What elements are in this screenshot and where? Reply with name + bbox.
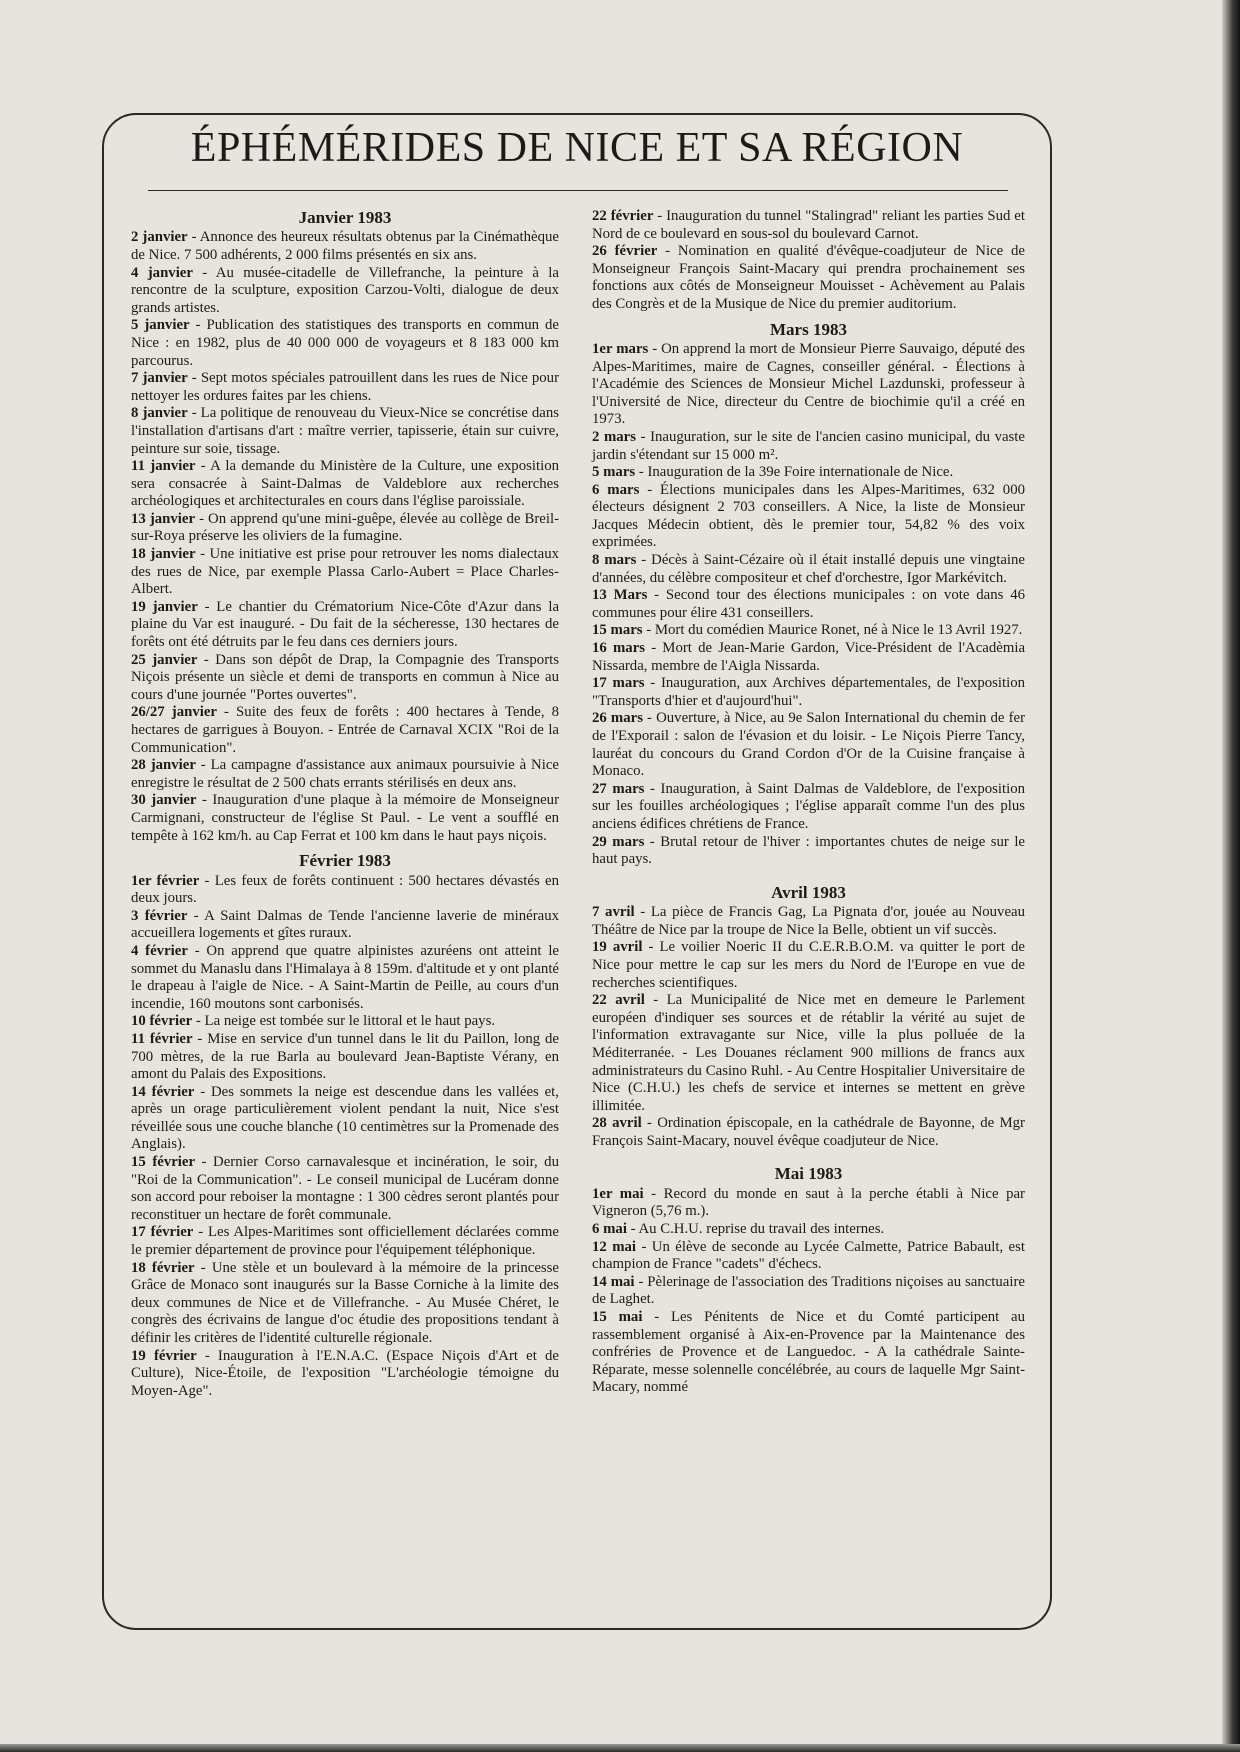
chronology-entry — [592, 1309, 1025, 1397]
chronology-entry — [592, 622, 1025, 640]
entry-text: - Inauguration, à Saint Dalmas de Valdeblore, de l'exposition sur les fouilles archéologiques ; l'église apparaît comme l'un des plus anciens édifices chrétiens de France. — [592, 780, 1026, 832]
entry-text: - Des sommets la neige est descendue dans les vallées et, après un orage particulièrement violent pendant la nuit, Nice s'est réveillée sous une couche blanche (10 centimètres sur la Promenade des Anglais). — [131, 1083, 559, 1153]
chronology-entry — [592, 939, 1025, 992]
entry-date: 8 mars — [592, 552, 637, 569]
chronology-entry — [592, 904, 1025, 939]
entry-date: 4 février — [131, 942, 188, 959]
entry-date: 1er mai — [592, 1185, 644, 1202]
chronology-entry — [592, 208, 1025, 243]
entry-date: 13 janvier — [131, 510, 196, 527]
entry-text: - Mort de Jean-Marie Gardon, Vice-Président de l'Acadèmia Nissarda, membre de l'Aigla Nissarda. — [592, 640, 1026, 674]
entry-text: - Mise en service d'un tunnel dans le lit du Paillon, long de 700 mètres, de la rue Barla au boulevard Jean-Baptiste Vérany, en amont du Palais des Expositions. — [131, 1030, 559, 1083]
chronology-entry — [592, 1274, 1025, 1309]
chronology-entry — [592, 675, 1025, 710]
chronology-entry — [131, 405, 559, 458]
chronology-entry — [131, 599, 559, 652]
entry-date: 7 janvier — [131, 370, 188, 387]
entry-text: - Au musée-citadelle de Villefranche, la peinture à la rencontre de la sculpture, exposition Carzou-Volti, dialogue de deux grands artistes. — [131, 264, 559, 316]
entry-date: 28 avril — [592, 1115, 642, 1132]
entry-date: 3 février — [131, 907, 188, 924]
entry-date: 16 mars — [592, 640, 646, 657]
chronology-entry — [131, 458, 559, 511]
entry-text: - Les Pénitents de Nice et du Comté participent au rassemblement organisé à Aix-en-Provence par la Maintenance des confréries de Provence et de Languedoc. - A la cathédrale Sainte-Réparate, messe solennelle concélébrée, au cours de laquelle Mgr Saint-Macary, nommé — [592, 1309, 1025, 1396]
entry-date: 2 mars — [592, 428, 637, 445]
chronology-entry — [592, 710, 1025, 780]
entry-text: - On apprend que quatre alpinistes azuréens ont atteint le sommet du Manaslu dans l'Himalaya à 8 159m. d'altitude et y ont planté le drapeau à l'aigle de Nice. - A Saint-Martin de Peille, au cours d'un incendie, 160 moutons sont carbonisés. — [131, 942, 559, 1012]
entry-date: 15 mai — [592, 1309, 643, 1326]
entry-date: 14 mai — [592, 1273, 635, 1290]
entry-date: 25 janvier — [131, 651, 198, 668]
chronology-entry — [131, 511, 559, 546]
entry-date: 15 mars — [592, 622, 643, 639]
entry-text: - Dernier Corso carnavalesque et incinération, le soir, du "Roi de la Communication". - Le conseil municipal de Lucéram donne son accord pour reboiser la montagne : 1 300 cèdres seront plantés pour reconstituer un hectare de forêt communale. — [131, 1154, 559, 1223]
entry-text: - Sept motos spéciales patrouillent dans les rues de Nice pour nettoyer les ordures faites par les chiens. — [131, 370, 559, 404]
chronology-entry — [131, 943, 559, 1013]
chronology-entry — [592, 1221, 1025, 1239]
entry-text: - Annonce des heureux résultats obtenus par la Cinémathèque de Nice. 7 500 adhérents, 2 000 films présentés en six ans. — [131, 229, 559, 263]
entry-text: - Les Alpes-Maritimes sont officiellement déclarées comme le premier département de province pour l'équipement téléphonique. — [131, 1224, 559, 1259]
entry-text: - Suite des feux de forêts : 400 hectares à Tende, 8 hectares de garrigues à Bouyon. - Entrée de Carnaval XCIX "Roi de la Communication". — [131, 704, 559, 756]
chronology-entry — [592, 243, 1025, 313]
entry-text: - La Municipalité de Nice met en demeure le Parlement européen d'indiquer ses sources et de rétablir la vérité au sujet de l'information extravagante sur Nice, ville la plus polluée de la Méditerranée. - Les Douanes réclament 900 millions de francs aux administrateurs du Casino Ruhl. - Au Centre Hospitalier Universitaire de Nice (C.H.U.) les chefs de service et internes se mettent en grève illimitée. — [592, 992, 1025, 1114]
entry-date: 17 février — [131, 1224, 194, 1241]
entry-date: 19 janvier — [131, 598, 198, 615]
entry-date: 27 mars — [592, 780, 645, 797]
chronology-entry — [592, 341, 1025, 429]
entry-text: - A la demande du Ministère de la Culture, une exposition sera consacrée à Saint-Dalmas de Valdeblore aux recherches archéologiques et architecturales en cours dans l'église paroissiale. — [131, 458, 559, 510]
entry-text: - Le voilier Noeric II du C.E.R.B.O.M. va quitter le port de Nice pour mettre le cap sur les mers du Nord de l'Europe en vue de recherches scientifiques. — [592, 939, 1025, 991]
chronology-entry — [592, 429, 1025, 464]
chronology-entry — [592, 482, 1025, 552]
entry-date: 26 mars — [592, 710, 643, 727]
entry-date: 17 mars — [592, 675, 645, 692]
entry-date: 19 février — [131, 1347, 197, 1364]
right-column — [592, 208, 1025, 1397]
entry-date: 26 février — [592, 243, 658, 260]
entry-date: 14 février — [131, 1083, 195, 1100]
entry-date: 22 février — [592, 208, 654, 224]
chronology-entry — [592, 640, 1025, 675]
entry-date: 18 février — [131, 1259, 195, 1276]
entry-text: - On apprend qu'une mini-guêpe, élevée au collège de Breil-sur-Roya préserve les oliviers de la fumagine. — [131, 510, 559, 545]
chronology-entry — [131, 370, 559, 405]
entry-text: - Élections municipales dans les Alpes-Maritimes, 632 000 électeurs désignent 2 703 conseillers. A Nice, la liste de Monsieur Jacques Médecin obtient, dès le premier tour, 54,82 % des voix exprimées. — [592, 481, 1026, 551]
chronology-entry — [592, 781, 1025, 834]
entry-text: - Inauguration à l'E.N.A.C. (Espace Niçois d'Art et de Culture), Nice-Étoile, de l'exposition "L'archéologie témoigne du Moyen-Age". — [131, 1347, 559, 1399]
entry-date: 6 mars — [592, 481, 640, 498]
entry-text: - La politique de renouveau du Vieux-Nice se concrétise dans l'installation d'artisans d'art : maître verrier, tapisserie, étain sur cuivre, peinture sur soie, tissage. — [131, 405, 559, 457]
entry-text: - Mort du comédien Maurice Ronet, né à Nice le 13 Avril 1927. — [642, 622, 1023, 639]
entry-text: - Le chantier du Crématorium Nice-Côte d'Azur dans la plaine du Var est inauguré. - Du fait de la sécheresse, 130 hectares de forêts ont été détruits par le feu dans ces derniers jours. — [131, 598, 560, 651]
chronology-entry — [592, 834, 1025, 869]
chronology-entry — [131, 908, 559, 943]
entry-date: 8 janvier — [131, 405, 188, 422]
chronology-entry — [131, 1260, 559, 1348]
entry-date: 4 janvier — [131, 264, 193, 281]
entry-text: - Pèlerinage de l'association des Traditions niçoises au sanctuaire de Laghet. — [592, 1273, 1025, 1308]
entry-text: - Inauguration d'une plaque à la mémoire de Monseigneur Carmignani, constructeur de l'église St Paul. - Le vent a soufflé en tempête à 162 km/h. au Cap Ferrat et 100 km dans le haut pays niçois. — [131, 792, 559, 844]
entry-date: 1er mars — [592, 340, 649, 357]
entry-date: 10 février — [131, 1013, 193, 1030]
month-heading: Mars 1983 — [770, 319, 847, 339]
page-title: ÉPHÉMÉRIDES DE NICE ET SA RÉGION — [190, 125, 964, 171]
chronology-entry — [131, 1031, 559, 1084]
entry-text: - La campagne d'assistance aux animaux poursuivie à Nice enregistre le résultat de 2 500 chats errants stérilisés en deux ans. — [131, 757, 559, 791]
entry-date: 22 avril — [592, 992, 645, 1009]
entry-date: 5 mars — [592, 464, 636, 481]
entry-date: 18 janvier — [131, 546, 196, 563]
entry-text: - La pièce de Francis Gag, La Pignata d'or, jouée au Nouveau Théâtre de Nice par la troupe de Nice la Belle, obtient un vif succès. — [592, 904, 1025, 938]
chronology-entry — [131, 1224, 559, 1259]
chronology-entry — [131, 1013, 559, 1031]
entry-text: - Un élève de seconde au Lycée Calmette, Patrice Babault, est champion de France "cadets" d'échecs. — [592, 1238, 1025, 1273]
chronology-entry — [131, 704, 559, 757]
month-heading: Avril 1983 — [771, 882, 846, 902]
chronology-entry — [592, 587, 1025, 622]
chronology-entry — [131, 317, 559, 370]
chronology-entry — [592, 552, 1025, 587]
month-heading: Janvier 1983 — [298, 208, 392, 227]
entry-text: - Record du monde en saut à la perche établi à Nice par Vigneron (5,76 m.). — [592, 1185, 1025, 1220]
entry-date: 15 février — [131, 1154, 196, 1171]
entry-text: - A Saint Dalmas de Tende l'ancienne laverie de minéraux accueillera logements et gîtes ruraux. — [131, 907, 559, 942]
chronology-entry — [131, 1084, 559, 1154]
left-column — [131, 208, 559, 1400]
entry-date: 11 février — [131, 1030, 193, 1047]
chronology-entry — [131, 1348, 559, 1401]
entry-text: - Inauguration, sur le site de l'ancien casino municipal, du vaste jardin s'étendant sur 15 000 m². — [592, 428, 1025, 463]
entry-text: - Second tour des élections municipales : on vote dans 46 communes pour élire 431 conseillers. — [592, 587, 1025, 621]
entry-text: - Au C.H.U. reprise du travail des internes. — [626, 1221, 885, 1238]
chronology-entry — [131, 757, 559, 792]
entry-text: - On apprend la mort de Monsieur Pierre Sauvaigo, député des Alpes-Maritimes, maire de Cagnes, conseiller général. - Élections à l'Académie des Sciences de Monsieur Michel Lazdunski, professeur à l'Université de Nice, directeur du Centre de biochimie qu'il a créé en 1973. — [592, 340, 1025, 428]
entry-date: 5 janvier — [131, 317, 190, 334]
entry-text: - Décès à Saint-Cézaire où il était installé depuis une vingtaine d'années, du célèbre compositeur et chef d'orchestre, Igor Markévitch. — [592, 552, 1025, 586]
entry-text: - Les feux de forêts continuent : 500 hectares dévastés en deux jours. — [131, 872, 559, 907]
binding-shadow — [1222, 0, 1240, 1752]
chronology-entry — [592, 1115, 1025, 1150]
chronology-entry — [131, 229, 559, 264]
entry-text: - Une initiative est prise pour retrouver les noms dialectaux des rues de Nice, par exemple Plassa Carlo-Aubert = Place Charles-Albert. — [131, 546, 559, 598]
entry-date: 6 mai — [592, 1221, 627, 1238]
entry-text: - Ordination épiscopale, en la cathédrale de Bayonne, de Mgr François Saint-Macary, nouvel évêque coadjuteur de Nice. — [592, 1115, 1025, 1149]
bottom-shadow — [0, 1744, 1240, 1752]
entry-date: 13 Mars — [592, 587, 648, 604]
chronology-entry — [131, 265, 559, 318]
chronology-entry — [592, 1186, 1025, 1221]
chronology-entry — [131, 792, 559, 845]
entry-text: - Inauguration de la 39e Foire internationale de Nice. — [635, 464, 954, 481]
entry-date: 28 janvier — [131, 757, 196, 774]
chronology-entry — [131, 546, 559, 599]
entry-date: 19 avril — [592, 939, 643, 956]
entry-text: - Brutal retour de l'hiver : importantes chutes de neige sur le haut pays. — [592, 833, 1025, 868]
entry-text: - Ouverture, à Nice, au 9e Salon International du chemin de fer de l'Exporail : salon de l'évasion et du loisir. - Le Niçois Pierre Tancy, lauréat du concours du Grand Cordon d'Or de la Cuisine française à Monaco. — [592, 710, 1025, 780]
entry-date: 7 avril — [592, 904, 635, 921]
entry-text: - Dans son dépôt de Drap, la Compagnie des Transports Niçois présente un siècle et demi de transports en commun à Nice au cours d'une journée "Portes ouvertes". — [131, 651, 560, 703]
entry-date: 29 mars — [592, 833, 645, 850]
month-heading: Février 1983 — [299, 851, 391, 871]
chronology-entry — [131, 652, 559, 705]
chronology-entry — [131, 1154, 559, 1224]
chronology-entry — [592, 464, 1025, 482]
entry-date: 12 mai — [592, 1238, 637, 1255]
entry-text: - La neige est tombée sur le littoral et le haut pays. — [192, 1013, 496, 1030]
entry-text: - Publication des statistiques des transports en commun de Nice : en 1982, plus de 40 000 000 de voyageurs et 8 183 000 km parcourus. — [131, 317, 559, 369]
title-divider — [148, 190, 1008, 191]
entry-text: - Une stèle et un boulevard à la mémoire de la princesse Grâce de Monaco sont inaugurés sur la Basse Corniche à la limite des deux communes de Nice et de Villefranche. - Au Musée Chéret, le congrès des écrivains de langue d'oc étudie des propositions tendant à définir les critères de l'identité culturelle régionale. — [131, 1259, 559, 1346]
chronology-entry — [131, 873, 559, 908]
chronology-entry — [592, 1239, 1025, 1274]
entry-text: - Inauguration, aux Archives départementales, de l'exposition "Transports d'hier et d'aujourd'hui". — [592, 675, 1026, 709]
month-heading: Mai 1983 — [774, 1164, 843, 1184]
entry-date: 1er février — [131, 872, 200, 889]
entry-date: 2 janvier — [131, 229, 188, 246]
entry-text: - Inauguration du tunnel "Stalingrad" reliant les parties Sud et Nord de ce boulevard en sous-sol du boulevard Carnot. — [592, 208, 1025, 242]
chronology-entry — [592, 992, 1025, 1115]
entry-text: - Nomination en qualité d'évêque-coadjuteur de Nice de Monseigneur François Saint-Macary qui prendra prochainement ses fonctions aux côtés de Monseigneur Mouisset - Achèvement au Palais des Congrès et de la Musique de Nice du premier auditorium. — [592, 243, 1025, 312]
entry-date: 26/27 janvier — [131, 704, 217, 721]
entry-date: 11 janvier — [131, 458, 196, 475]
entry-date: 30 janvier — [131, 792, 197, 809]
